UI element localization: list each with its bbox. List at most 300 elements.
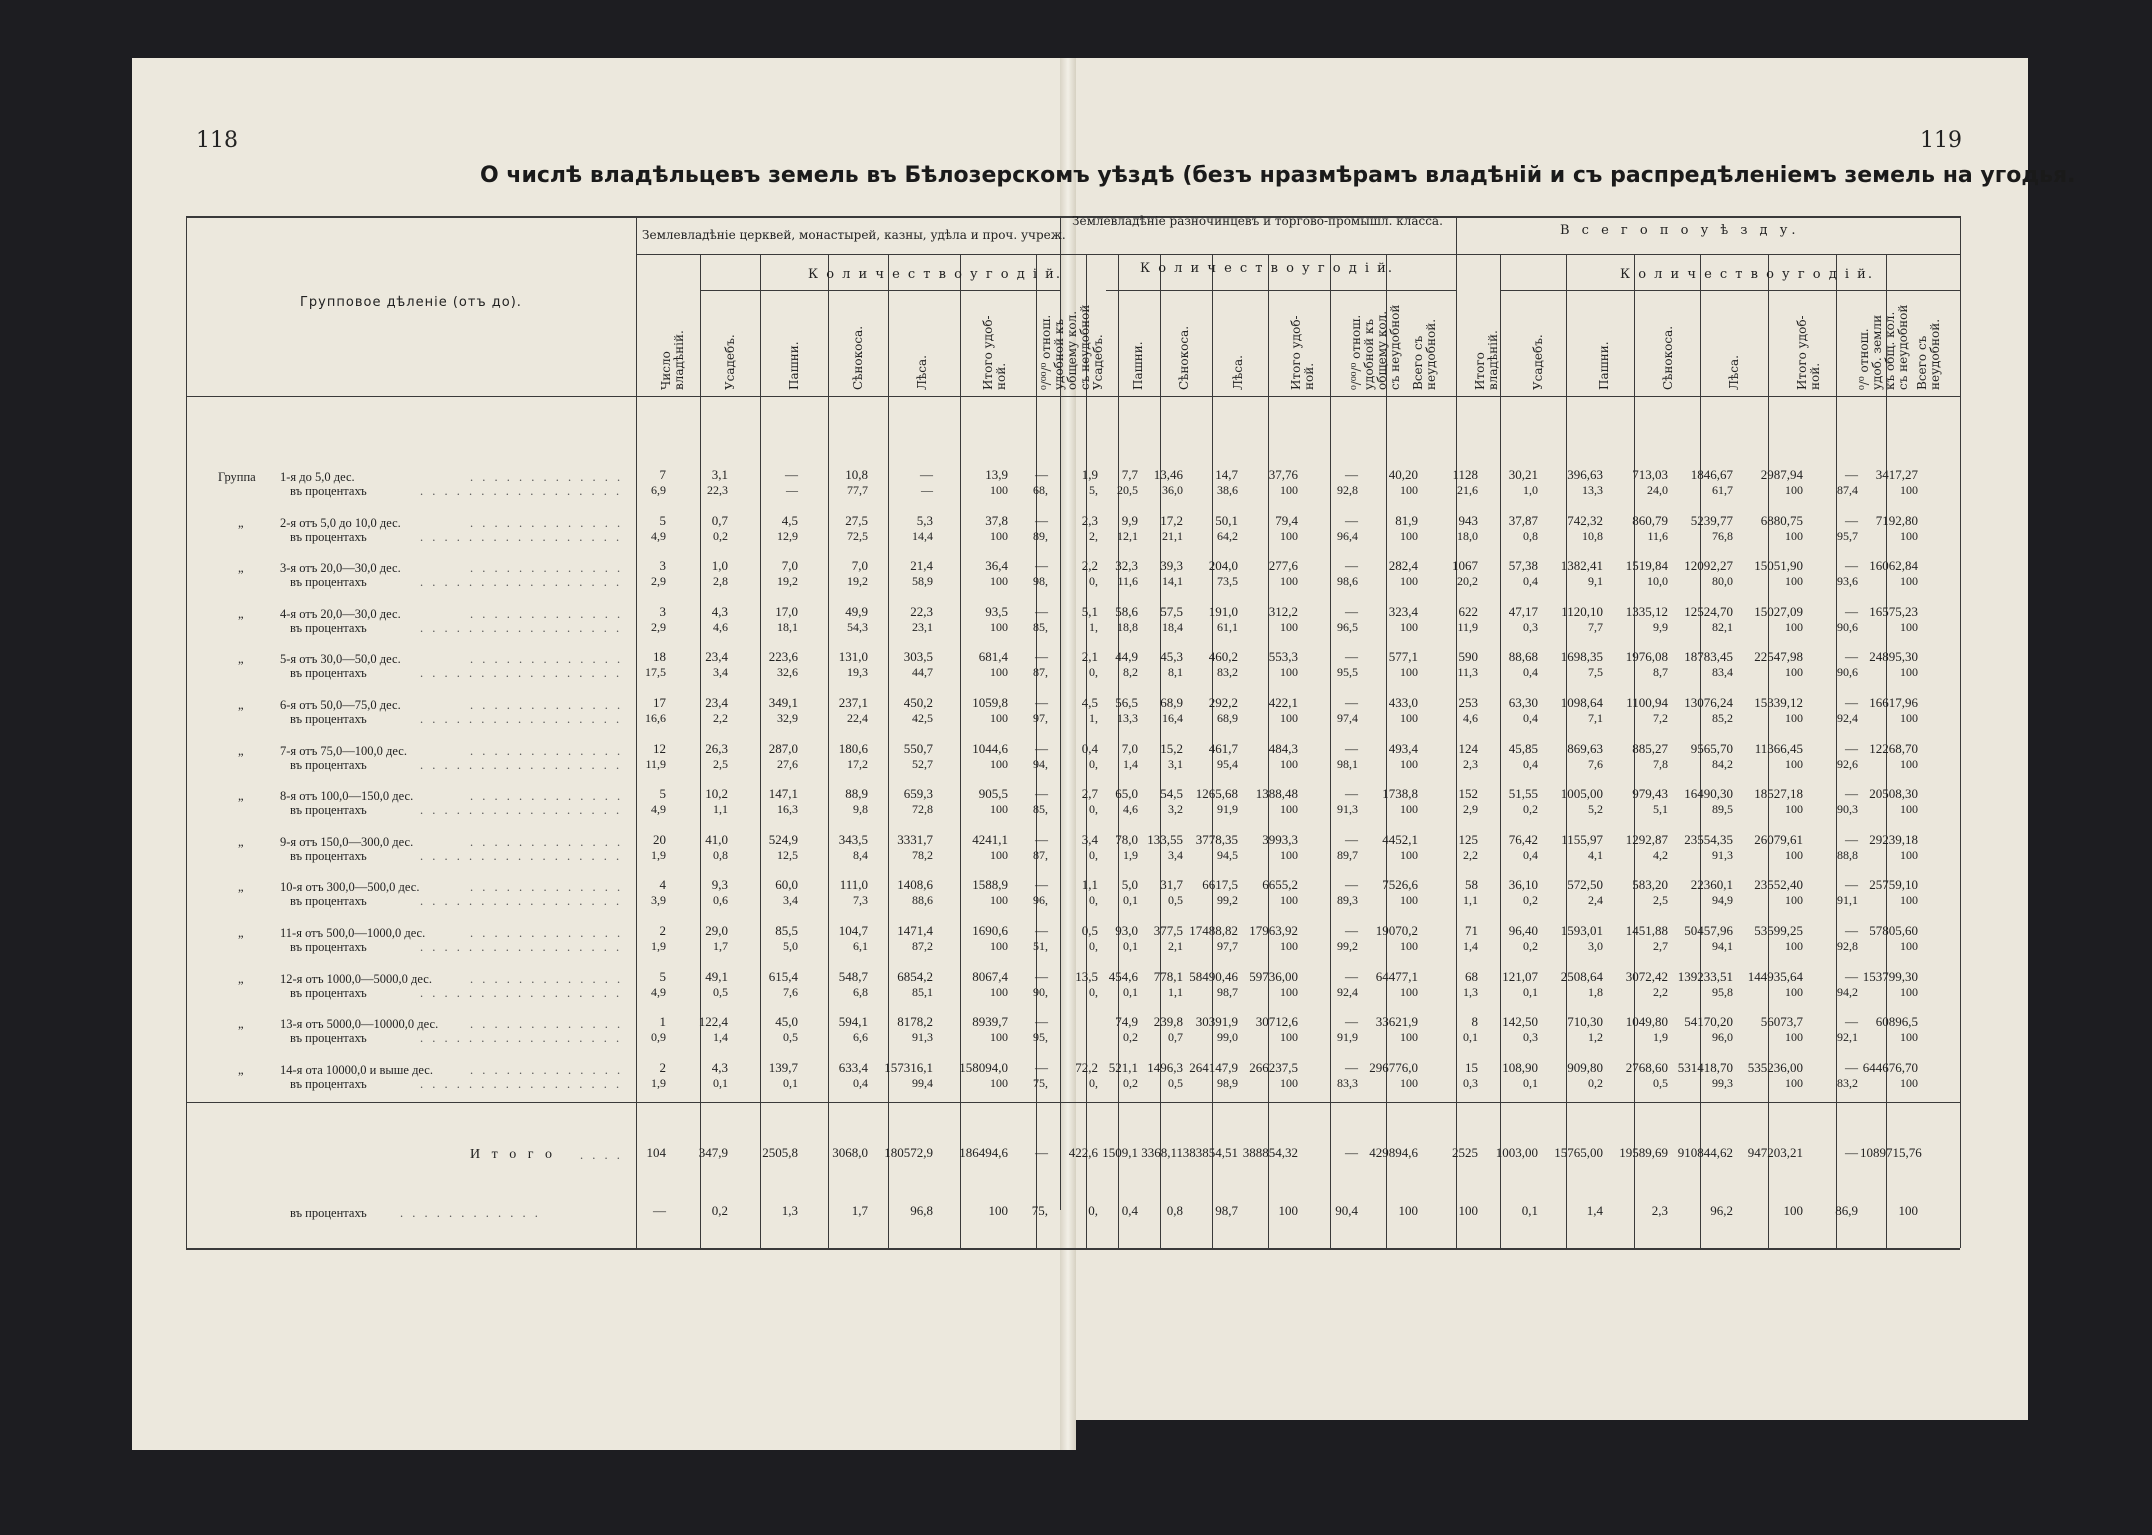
header-col_pashni-16: Пашни. xyxy=(1597,341,1611,390)
cell-r13-c21: — xyxy=(1845,1014,1858,1030)
cell-r12-c5: 6854,2 xyxy=(897,968,933,984)
cell-r3-c5: 21,4 xyxy=(910,558,933,574)
cell-r12-c2: 49,1 xyxy=(705,968,728,984)
cell-r9-c16: 76,42 xyxy=(1508,831,1538,847)
cell-pct-r8-c20: 100 xyxy=(1785,802,1803,817)
cell-pct-r1-c12: 100 xyxy=(1280,483,1298,497)
section2-header: Землевладѣніе разночинцевъ и торгово-промышл. класса. xyxy=(1072,214,1443,228)
cell-pct-r13-c7: 95, xyxy=(1033,1030,1048,1045)
row-dots-8: . . . . . . . . . . . . . xyxy=(470,789,624,804)
cell-r1-c11: 14,7 xyxy=(1215,467,1238,482)
cell-r13-c2: 122,4 xyxy=(698,1014,728,1030)
cell-pct-r10-c7: 96, xyxy=(1033,893,1048,908)
cell-r4-c20: 15027,09 xyxy=(1754,603,1803,619)
total-c8: 422,6 xyxy=(1068,1145,1098,1160)
cell-r11-c10: 377,5 xyxy=(1153,923,1183,938)
cell-pct-r2-c13: 96,4 xyxy=(1337,528,1358,543)
cell-r6-c22: 16617,96 xyxy=(1869,695,1918,710)
cell-r12-c19: 139233,51 xyxy=(1677,968,1733,984)
cell-pct-r13-c3: 0,5 xyxy=(783,1030,798,1045)
cell-pct-r8-c21: 90,3 xyxy=(1837,802,1858,817)
cell-pct-r4-c11: 61,1 xyxy=(1217,619,1238,634)
cell-pct-r5-c21: 90,6 xyxy=(1837,665,1858,680)
row-dots-13: . . . . . . . . . . . . . xyxy=(470,1017,624,1032)
cell-pct-r4-c4: 54,3 xyxy=(847,619,868,634)
total-c18: 19589,69 xyxy=(1619,1145,1668,1160)
total-pct-c11: 98,7 xyxy=(1215,1203,1238,1218)
cell-pct-r1-c2: 22,3 xyxy=(707,483,728,497)
cell-r4-c1: 3 xyxy=(659,603,666,619)
cell-r5-c14: 577,1 xyxy=(1388,649,1418,665)
header-col_pashni-2: Пашни. xyxy=(787,341,801,390)
quote-mark-12: „ xyxy=(238,1017,244,1032)
cell-pct-r12-c4: 6,8 xyxy=(853,984,868,999)
cell-pct-r11-c6: 100 xyxy=(990,939,1008,953)
cell-r3-c11: 204,0 xyxy=(1208,558,1238,574)
cell-pct-r14-c18: 0,5 xyxy=(1653,1075,1668,1090)
cell-r5-c7: — xyxy=(1035,649,1048,665)
cell-pct-r4-c13: 96,5 xyxy=(1337,619,1358,634)
cell-r10-c2: 9,3 xyxy=(711,877,728,893)
cell-pct-r11-c4: 6,1 xyxy=(853,939,868,953)
cell-pct-r9-c10: 3,4 xyxy=(1168,847,1183,862)
qty1-rule xyxy=(700,290,1060,291)
cell-r14-c6: 158094,0 xyxy=(959,1059,1008,1075)
cell-pct-r12-c12: 100 xyxy=(1280,984,1298,999)
cell-r13-c20: 56073,7 xyxy=(1760,1014,1803,1030)
cell-pct-r12-c16: 0,1 xyxy=(1523,984,1538,999)
cell-pct-r9-c2: 0,8 xyxy=(713,847,728,862)
cell-pct-r10-c22: 100 xyxy=(1900,893,1918,908)
cell-pct-r2-c4: 72,5 xyxy=(847,528,868,543)
cell-pct-r2-c1: 4,9 xyxy=(651,528,666,543)
cell-r5-c6: 681,4 xyxy=(978,649,1008,665)
cell-r4-c5: 22,3 xyxy=(910,603,933,619)
cell-pct-r10-c10: 0,5 xyxy=(1168,893,1183,908)
group-word: Группа xyxy=(218,470,256,484)
cell-r6-c4: 237,1 xyxy=(838,695,868,710)
cell-pct-r2-c14: 100 xyxy=(1400,528,1418,543)
row-dots-4: . . . . . . . . . . . . . xyxy=(470,606,624,621)
cell-pct-r7-c2: 2,5 xyxy=(713,756,728,771)
cell-r1-c16: 30,21 xyxy=(1508,467,1538,482)
cell-r11-c11: 17488,82 xyxy=(1189,923,1238,938)
cell-pct-r6-c5: 42,5 xyxy=(912,711,933,725)
cell-r9-c17: 1155,97 xyxy=(1561,831,1603,847)
cell-pct-r3-c3: 19,2 xyxy=(777,574,798,589)
quote-mark-4: „ xyxy=(238,652,244,667)
header-bottom-rule xyxy=(186,396,1960,397)
cell-r11-c16: 96,40 xyxy=(1508,923,1538,938)
cell-r2-c7: — xyxy=(1035,512,1048,528)
cell-pct-r10-c8: 0, xyxy=(1089,893,1098,908)
cell-pct-r3-c2: 2,8 xyxy=(713,574,728,589)
cell-pct-r1-c19: 61,7 xyxy=(1712,483,1733,497)
cell-r14-c20: 535236,00 xyxy=(1747,1059,1803,1075)
quote-mark-7: „ xyxy=(238,789,244,804)
cell-r4-c4: 49,9 xyxy=(845,603,868,619)
header-col_pct3-20: ⁰/⁰ отнош. удоб. земли къ общ. кол. съ неудобной xyxy=(1857,304,1910,390)
cell-r2-c20: 6880,75 xyxy=(1760,512,1803,528)
cell-pct-r2-c15: 18,0 xyxy=(1457,528,1478,543)
cell-r11-c21: — xyxy=(1845,923,1858,938)
total-pct-c6: 100 xyxy=(988,1203,1008,1218)
cell-r8-c22: 20508,30 xyxy=(1869,786,1918,802)
cell-pct-r10-c13: 89,3 xyxy=(1337,893,1358,908)
cell-pct-r12-c22: 100 xyxy=(1900,984,1918,999)
cell-pct-r12-c9: 0,1 xyxy=(1123,984,1138,999)
cell-r5-c3: 223,6 xyxy=(768,649,798,665)
cell-r5-c19: 18783,45 xyxy=(1684,649,1733,665)
cell-r5-c15: 590 xyxy=(1458,649,1478,665)
cell-pct-r2-c11: 64,2 xyxy=(1217,528,1238,543)
cell-pct-r7-c1: 11,9 xyxy=(645,756,666,771)
row-dots-2: . . . . . . . . . . . . . xyxy=(470,515,624,530)
cell-r6-c11: 292,2 xyxy=(1208,695,1238,710)
cell-r5-c13: — xyxy=(1345,649,1358,665)
cell-r10-c5: 1408,6 xyxy=(897,877,933,893)
cell-pct-r1-c10: 36,0 xyxy=(1162,483,1183,497)
cell-r13-c3: 45,0 xyxy=(775,1014,798,1030)
cell-pct-r1-c13: 92,8 xyxy=(1337,483,1358,497)
cell-pct-r5-c14: 100 xyxy=(1400,665,1418,680)
cell-pct-r14-c4: 0,4 xyxy=(853,1075,868,1090)
cell-r12-c21: — xyxy=(1845,968,1858,984)
cell-r7-c2: 26,3 xyxy=(705,740,728,756)
cell-pct-r4-c6: 100 xyxy=(990,619,1008,634)
cell-r3-c14: 282,4 xyxy=(1388,558,1418,574)
cell-r12-c18: 3072,42 xyxy=(1625,968,1668,984)
cell-pct-r6-c7: 97, xyxy=(1033,711,1048,725)
cell-pct-r4-c1: 2,9 xyxy=(651,619,666,634)
cell-pct-r10-c20: 100 xyxy=(1785,893,1803,908)
cell-r2-c17: 742,32 xyxy=(1567,512,1603,528)
cell-pct-r11-c18: 2,7 xyxy=(1653,939,1668,953)
cell-r7-c18: 885,27 xyxy=(1632,740,1668,756)
row-label-5: 5-я отъ 30,0—50,0 дес. xyxy=(280,652,401,667)
cell-pct-r7-c10: 3,1 xyxy=(1168,756,1183,771)
cell-pct-r7-c21: 92,6 xyxy=(1837,756,1858,771)
cell-r4-c10: 57,5 xyxy=(1160,603,1183,619)
table-bottom-rule xyxy=(186,1248,1960,1250)
cell-r8-c18: 979,43 xyxy=(1632,786,1668,802)
total-pct-c13: 90,4 xyxy=(1335,1203,1358,1218)
cell-pct-r9-c13: 89,7 xyxy=(1337,847,1358,862)
cell-pct-r13-c13: 91,9 xyxy=(1337,1030,1358,1045)
cell-r9-c11: 3778,35 xyxy=(1195,831,1238,847)
total-c19: 910844,62 xyxy=(1677,1145,1733,1160)
cell-r14-c9: 521,1 xyxy=(1108,1059,1138,1075)
cell-r5-c1: 18 xyxy=(653,649,666,665)
total-c17: 15765,00 xyxy=(1554,1145,1603,1160)
cell-r8-c1: 5 xyxy=(659,786,666,802)
cell-r9-c15: 125 xyxy=(1458,831,1478,847)
cell-r1-c10: 13,46 xyxy=(1153,467,1183,482)
cell-pct-r12-c2: 0,5 xyxy=(713,984,728,999)
cell-r2-c4: 27,5 xyxy=(845,512,868,528)
cell-pct-r6-c13: 97,4 xyxy=(1337,711,1358,725)
cell-r3-c15: 1067 xyxy=(1452,558,1478,574)
cell-r3-c4: 7,0 xyxy=(851,558,868,574)
cell-r9-c14: 4452,1 xyxy=(1382,831,1418,847)
qty2-rule xyxy=(1106,290,1456,291)
header-col_itogo_vlad-14: Итого владѣній. xyxy=(1473,330,1500,390)
cell-r13-c7: — xyxy=(1035,1014,1048,1030)
cell-r14-c3: 139,7 xyxy=(768,1059,798,1075)
cell-r1-c7: — xyxy=(1035,467,1048,482)
cell-r9-c22: 29239,18 xyxy=(1869,831,1918,847)
section-sub-rule xyxy=(636,254,1960,255)
cell-r12-c1: 5 xyxy=(659,968,666,984)
header-col_count-0: Число владѣній. xyxy=(659,330,686,390)
cell-pct-r14-c6: 100 xyxy=(990,1075,1008,1090)
cell-r1-c17: 396,63 xyxy=(1567,467,1603,482)
cell-r12-c11: 58490,46 xyxy=(1189,968,1238,984)
cell-pct-r5-c13: 95,5 xyxy=(1337,665,1358,680)
cell-r13-c18: 1049,80 xyxy=(1625,1014,1668,1030)
cell-pct-r14-c1: 1,9 xyxy=(651,1075,666,1090)
page-title xyxy=(480,163,2076,188)
cell-pct-r1-c7: 68, xyxy=(1033,483,1048,497)
total-pct-c14: 100 xyxy=(1398,1203,1418,1218)
cell-r3-c1: 3 xyxy=(659,558,666,574)
cell-pct-r2-c22: 100 xyxy=(1900,528,1918,543)
row-pct-label-2: въ процентахъ xyxy=(290,529,367,544)
row-label-3: 3-я отъ 20,0—30,0 дес. xyxy=(280,561,401,576)
cell-r2-c13: — xyxy=(1345,512,1358,528)
cell-pct-r2-c5: 14,4 xyxy=(912,528,933,543)
cell-r1-c1: 7 xyxy=(659,467,666,482)
cell-pct-r12-c11: 98,7 xyxy=(1217,984,1238,999)
cell-pct-r7-c19: 84,2 xyxy=(1712,756,1733,771)
row-label-9: 9-я отъ 150,0—300,0 дес. xyxy=(280,834,414,849)
cell-r14-c7: — xyxy=(1035,1059,1048,1075)
cell-pct-r9-c1: 1,9 xyxy=(651,847,666,862)
cell-pct-r6-c18: 7,2 xyxy=(1653,711,1668,725)
cell-r2-c2: 0,7 xyxy=(711,512,728,528)
cell-pct-r14-c8: 0, xyxy=(1089,1075,1098,1090)
cell-r1-c14: 40,20 xyxy=(1388,467,1418,482)
cell-pct-r5-c1: 17,5 xyxy=(645,665,666,680)
quote-mark-2: „ xyxy=(238,561,244,576)
cell-pct-r6-c12: 100 xyxy=(1280,711,1298,725)
cell-r11-c18: 1451,88 xyxy=(1625,923,1668,938)
total-c20: 947203,21 xyxy=(1747,1145,1803,1160)
row-dots-9: . . . . . . . . . . . . . xyxy=(470,834,624,849)
cell-pct-r3-c6: 100 xyxy=(990,574,1008,589)
cell-r13-c17: 710,30 xyxy=(1567,1014,1603,1030)
cell-pct-r11-c8: 0, xyxy=(1089,939,1098,953)
cell-r8-c14: 1738,8 xyxy=(1382,786,1418,802)
cell-r6-c15: 253 xyxy=(1458,695,1478,710)
cell-r10-c15: 58 xyxy=(1465,877,1478,893)
cell-r7-c9: 7,0 xyxy=(1121,740,1138,756)
cell-r2-c8: 2,3 xyxy=(1081,512,1098,528)
cell-pct-r7-c11: 95,4 xyxy=(1217,756,1238,771)
row-pct-dots-3: . . . . . . . . . . . . . . . . . xyxy=(420,575,623,590)
cell-pct-r4-c20: 100 xyxy=(1785,619,1803,634)
cell-pct-r6-c22: 100 xyxy=(1900,711,1918,725)
cell-r3-c10: 39,3 xyxy=(1160,558,1183,574)
cell-r2-c18: 860,79 xyxy=(1632,512,1668,528)
cell-pct-r12-c3: 7,6 xyxy=(783,984,798,999)
cell-r14-c17: 909,80 xyxy=(1567,1059,1603,1075)
row-pct-dots-8: . . . . . . . . . . . . . . . . . xyxy=(420,803,623,818)
cell-r6-c16: 63,30 xyxy=(1508,695,1538,710)
cell-r14-c22: 644676,70 xyxy=(1862,1059,1918,1075)
cell-pct-r5-c4: 19,3 xyxy=(847,665,868,680)
cell-pct-r3-c21: 93,6 xyxy=(1837,574,1858,589)
cell-r7-c15: 124 xyxy=(1458,740,1478,756)
total-pct-c3: 1,3 xyxy=(781,1203,798,1218)
cell-pct-r11-c1: 1,9 xyxy=(651,939,666,953)
cell-pct-r9-c6: 100 xyxy=(990,847,1008,862)
cell-r4-c19: 12524,70 xyxy=(1684,603,1733,619)
cell-pct-r10-c16: 0,2 xyxy=(1523,893,1538,908)
cell-r8-c10: 54,5 xyxy=(1160,786,1183,802)
row-pct-label-5: въ процентахъ xyxy=(290,666,367,681)
cell-r6-c20: 15339,12 xyxy=(1754,695,1803,710)
cell-pct-r7-c6: 100 xyxy=(990,756,1008,771)
cell-r7-c12: 484,3 xyxy=(1268,740,1298,756)
cell-r1-c19: 1846,67 xyxy=(1690,467,1733,482)
cell-pct-r5-c3: 32,6 xyxy=(777,665,798,680)
cell-pct-r2-c10: 21,1 xyxy=(1162,528,1183,543)
cell-pct-r6-c9: 13,3 xyxy=(1117,711,1138,725)
row-pct-label-1: въ процентахъ xyxy=(290,484,367,498)
row-pct-dots-7: . . . . . . . . . . . . . . . . . xyxy=(420,757,623,772)
total-c15: 2525 xyxy=(1452,1145,1478,1160)
cell-pct-r12-c13: 92,4 xyxy=(1337,984,1358,999)
cell-r14-c19: 531418,70 xyxy=(1677,1059,1733,1075)
cell-r2-c6: 37,8 xyxy=(985,512,1008,528)
cell-r9-c4: 343,5 xyxy=(838,831,868,847)
cell-r8-c3: 147,1 xyxy=(768,786,798,802)
cell-r9-c6: 4241,1 xyxy=(972,831,1008,847)
cell-pct-r12-c7: 90, xyxy=(1033,984,1048,999)
cell-pct-r7-c8: 0, xyxy=(1089,756,1098,771)
total-pct-c10: 0,8 xyxy=(1166,1203,1183,1218)
row-dots-12: . . . . . . . . . . . . . xyxy=(470,971,624,986)
cell-pct-r3-c11: 73,5 xyxy=(1217,574,1238,589)
cell-pct-r8-c9: 4,6 xyxy=(1123,802,1138,817)
cell-pct-r11-c20: 100 xyxy=(1785,939,1803,953)
cell-r9-c18: 1292,87 xyxy=(1625,831,1668,847)
cell-pct-r12-c10: 1,1 xyxy=(1168,984,1183,999)
row-pct-label-4: въ процентахъ xyxy=(290,620,367,635)
cell-pct-r7-c12: 100 xyxy=(1280,756,1298,771)
cell-pct-r9-c18: 4,2 xyxy=(1653,847,1668,862)
cell-r12-c14: 64477,1 xyxy=(1375,968,1418,984)
quote-mark-13: „ xyxy=(238,1062,244,1077)
cell-pct-r10-c11: 99,2 xyxy=(1217,893,1238,908)
cell-r2-c3: 4,5 xyxy=(781,512,798,528)
cell-pct-r1-c8: 5, xyxy=(1089,483,1098,497)
cell-pct-r8-c14: 100 xyxy=(1400,802,1418,817)
cell-pct-r4-c5: 23,1 xyxy=(912,619,933,634)
cell-r6-c3: 349,1 xyxy=(768,695,798,710)
cell-pct-r1-c20: 100 xyxy=(1785,483,1803,497)
cell-r11-c22: 57805,60 xyxy=(1869,923,1918,938)
cell-r5-c12: 553,3 xyxy=(1268,649,1298,665)
section3-rule xyxy=(1456,216,1457,1248)
cell-pct-r7-c3: 27,6 xyxy=(777,756,798,771)
cell-r13-c16: 142,50 xyxy=(1502,1014,1538,1030)
total-pct-c7: 75, xyxy=(1031,1203,1048,1218)
cell-r4-c21: — xyxy=(1845,603,1858,619)
cell-r5-c17: 1698,35 xyxy=(1560,649,1603,665)
header-col_itogo-19: Итого удоб-ной. xyxy=(1795,315,1822,390)
cell-r14-c14: 296776,0 xyxy=(1369,1059,1418,1075)
cell-r12-c13: — xyxy=(1345,968,1358,984)
itogo-dots: . . . . xyxy=(580,1148,623,1162)
cell-r2-c10: 17,2 xyxy=(1160,512,1183,528)
cell-pct-r6-c15: 4,6 xyxy=(1463,711,1478,725)
cell-pct-r5-c7: 87, xyxy=(1033,665,1048,680)
cell-r8-c4: 88,9 xyxy=(845,786,868,802)
cell-r11-c5: 1471,4 xyxy=(897,923,933,938)
cell-pct-r5-c6: 100 xyxy=(990,665,1008,680)
cell-pct-r4-c17: 7,7 xyxy=(1588,619,1603,634)
cell-r4-c13: — xyxy=(1345,603,1358,619)
cell-r10-c11: 6617,5 xyxy=(1202,877,1238,893)
cell-pct-r11-c21: 92,8 xyxy=(1837,939,1858,953)
cell-pct-r8-c16: 0,2 xyxy=(1523,802,1538,817)
cell-pct-r9-c16: 0,4 xyxy=(1523,847,1538,862)
cell-r8-c16: 51,55 xyxy=(1508,786,1538,802)
cell-r4-c9: 58,6 xyxy=(1115,603,1138,619)
cell-r13-c10: 239,8 xyxy=(1153,1014,1183,1030)
cell-pct-r7-c18: 7,8 xyxy=(1653,756,1668,771)
cell-pct-r8-c7: 85, xyxy=(1033,802,1048,817)
cell-pct-r5-c12: 100 xyxy=(1280,665,1298,680)
cell-pct-r14-c12: 100 xyxy=(1280,1075,1298,1090)
cell-r7-c17: 869,63 xyxy=(1567,740,1603,756)
cell-pct-r10-c14: 100 xyxy=(1400,893,1418,908)
cell-r9-c13: — xyxy=(1345,831,1358,847)
cell-pct-r2-c17: 10,8 xyxy=(1582,528,1603,543)
cell-r11-c17: 1593,01 xyxy=(1560,923,1603,938)
cell-pct-r8-c8: 0, xyxy=(1089,802,1098,817)
cell-pct-r5-c18: 8,7 xyxy=(1653,665,1668,680)
cell-pct-r2-c21: 95,7 xyxy=(1837,528,1858,543)
cell-pct-r3-c18: 10,0 xyxy=(1647,574,1668,589)
cell-pct-r14-c17: 0,2 xyxy=(1588,1075,1603,1090)
cell-r5-c22: 24895,30 xyxy=(1869,649,1918,665)
cell-r3-c2: 1,0 xyxy=(711,558,728,574)
cell-r10-c12: 6655,2 xyxy=(1262,877,1298,893)
cell-pct-r9-c7: 87, xyxy=(1033,847,1048,862)
cell-pct-r6-c3: 32,9 xyxy=(777,711,798,725)
cell-pct-r14-c19: 99,3 xyxy=(1712,1075,1733,1090)
quote-mark-6: „ xyxy=(238,743,244,758)
cell-r3-c22: 16062,84 xyxy=(1869,558,1918,574)
total-pct-c12: 100 xyxy=(1278,1203,1298,1218)
cell-pct-r8-c2: 1,1 xyxy=(713,802,728,817)
cell-r1-c4: 10,8 xyxy=(845,467,868,482)
cell-r12-c15: 68 xyxy=(1465,968,1478,984)
cell-r3-c21: — xyxy=(1845,558,1858,574)
total-c22: 1089715,76 xyxy=(1860,1145,1922,1160)
cell-r2-c1: 5 xyxy=(659,512,666,528)
cell-pct-r2-c3: 12,9 xyxy=(777,528,798,543)
cell-r11-c19: 50457,96 xyxy=(1684,923,1733,938)
row-dots-11: . . . . . . . . . . . . . xyxy=(470,926,624,940)
cell-r3-c19: 12092,27 xyxy=(1684,558,1733,574)
cell-pct-r8-c5: 72,8 xyxy=(912,802,933,817)
cell-pct-r3-c20: 100 xyxy=(1785,574,1803,589)
cell-pct-r13-c12: 100 xyxy=(1280,1030,1298,1045)
